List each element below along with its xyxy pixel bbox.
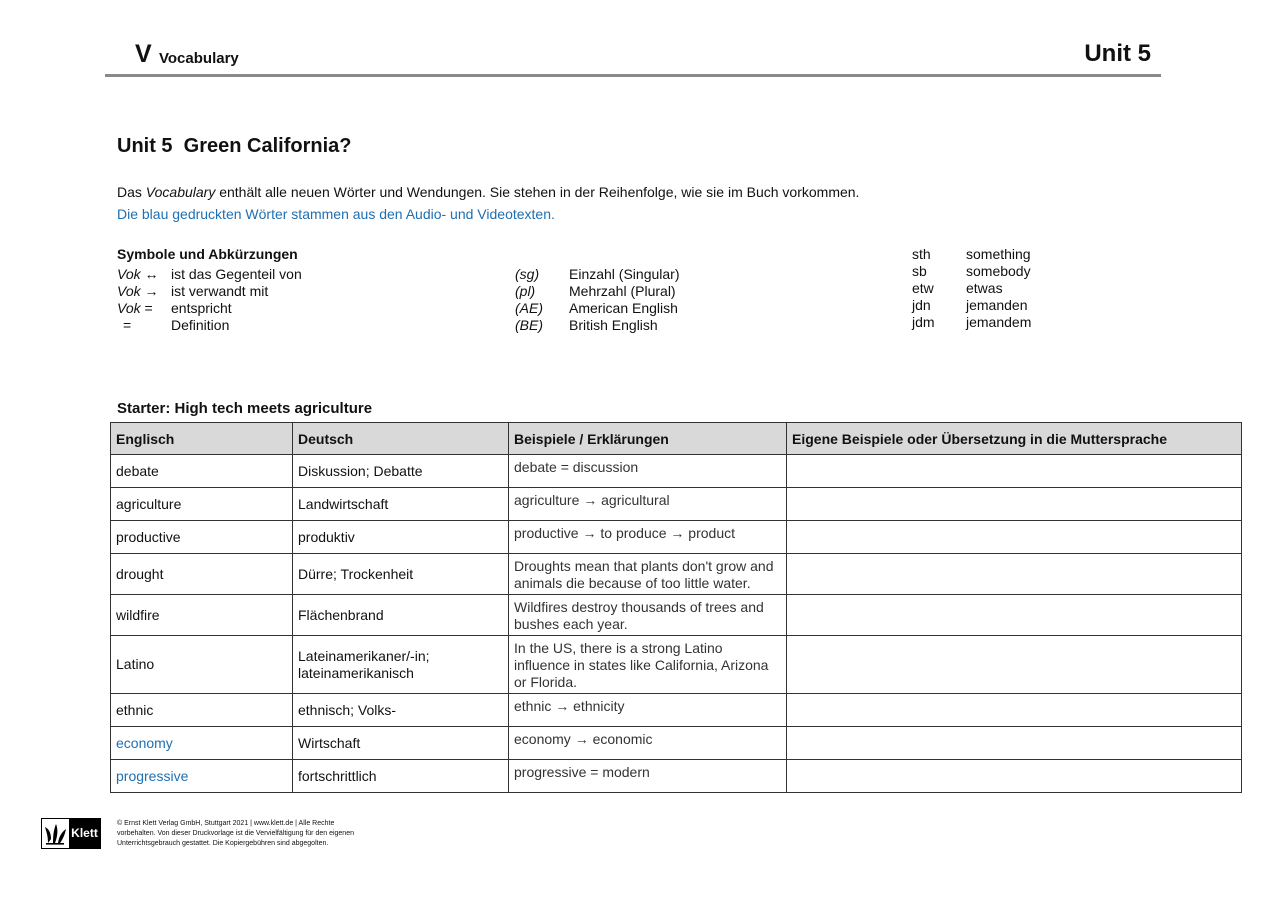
symbols-title: Symbole und Abkürzungen [117,246,298,262]
symbols-col2 [515,266,775,334]
cell-own[interactable] [787,760,1242,793]
symbol-row [117,283,377,300]
symbol-desc: somebody [966,263,1031,279]
symbol-row [515,283,775,300]
symbol-key: jdn [912,297,931,313]
table-row [111,595,1242,636]
cell-example: economy → economic [509,727,787,760]
section-title: Starter: High tech meets agriculture [117,400,373,417]
cell-english: ethnic [111,694,293,727]
cell-german: produktiv [293,521,509,554]
symbol-key: sth [912,246,931,262]
symbol-desc: American English [569,300,678,316]
cell-own[interactable] [787,636,1242,694]
klett-logo [41,818,101,849]
table-row [111,488,1242,521]
symbol-desc: Definition [171,317,230,333]
cell-example: Wildfires destroy thousands of trees and bushes each year. [509,595,787,636]
copyright-line3: Unterrichtsgebrauch gestattet. Die Kopiergebühren sind abgegolten. [117,840,329,847]
copyright-line1: © Ernst Klett Verlag GmbH, Stuttgart 2021 | www.klett.de | Alle Rechte [117,820,335,827]
copyright-text [117,819,397,849]
symbol-key: Vok ↔ [117,266,159,282]
table-row [111,636,1242,694]
table-row [111,727,1242,760]
cell-own[interactable] [787,455,1242,488]
cell-example: debate = discussion [509,455,787,488]
symbol-key: Vok → [117,283,159,299]
cell-german: Diskussion; Debatte [293,455,509,488]
col-header-examples: Beispiele / Erklärungen [509,423,787,455]
intro-part2: enthält alle neuen Wörter und Wendungen. Sie stehen in der Reihenfolge, wie sie im Buch vorkommen. [215,184,860,200]
symbol-key: etw [912,280,934,296]
cell-english: debate [111,455,293,488]
cell-example: Droughts mean that plants don't grow and animals die because of too little water. [509,554,787,595]
cell-example: ethnic → ethnicity [509,694,787,727]
cell-german: Wirtschaft [293,727,509,760]
symbol-row [117,317,377,334]
page-title: Unit 5 Green California? [117,135,352,157]
intro-italic: Vocabulary [145,184,216,200]
header-section: Vocabulary [159,50,239,67]
symbols-col3 [912,246,1112,331]
table-row [111,760,1242,793]
symbols-col1 [117,266,377,334]
cell-own[interactable] [787,694,1242,727]
symbol-desc: British English [569,317,658,333]
symbol-desc: jemandem [966,314,1032,330]
symbol-key: sb [912,263,927,279]
header-letter: V [135,40,152,68]
cell-own[interactable] [787,727,1242,760]
symbol-desc: jemanden [966,297,1028,313]
symbol-row [912,314,1112,331]
cell-own[interactable] [787,488,1242,521]
cell-example: progressive = modern [509,760,787,793]
cell-english: progressive [111,760,293,793]
symbol-row [515,266,775,283]
table-row [111,554,1242,595]
cell-example: In the US, there is a strong Latino influence in states like California, Arizona or Florida. [509,636,787,694]
cell-german: ethnisch; Volks- [293,694,509,727]
symbol-key: jdm [912,314,935,330]
symbol-key: (BE) [515,317,543,333]
table-header-row [111,423,1242,455]
symbol-row [117,266,377,283]
symbol-desc: etwas [966,280,1003,296]
symbol-row [912,280,1112,297]
cell-own[interactable] [787,521,1242,554]
intro-blue-note: Die blau gedruckten Wörter stammen aus den Audio- und Videotexten. [117,206,555,222]
cell-german: Flächenbrand [293,595,509,636]
table-row [111,521,1242,554]
symbol-key: Vok = [117,300,153,316]
symbol-key: = [123,317,132,333]
cell-english: productive [111,521,293,554]
symbol-desc: entspricht [171,300,232,316]
symbol-desc: Mehrzahl (Plural) [569,283,676,299]
table-row [111,694,1242,727]
symbol-desc: ist das Gegenteil von [171,266,302,282]
cell-own[interactable] [787,595,1242,636]
cell-english: wildfire [111,595,293,636]
col-header-english: Englisch [111,423,293,455]
symbol-desc: ist verwandt mit [171,283,269,299]
cell-english: economy [111,727,293,760]
cell-example: agriculture → agricultural [509,488,787,521]
symbol-key: (sg) [515,266,540,282]
cell-german: fortschrittlich [293,760,509,793]
symbol-desc: Einzahl (Singular) [569,266,680,282]
symbol-row [515,300,775,317]
symbol-row [515,317,775,334]
intro-text [117,184,859,200]
klett-leaf-icon [42,819,69,848]
symbol-row [117,300,377,317]
cell-english: drought [111,554,293,595]
intro-part1: Das [117,184,146,200]
symbol-key: (pl) [515,283,536,299]
copyright-line2: vorbehalten. Von dieser Druckvorlage ist die Vervielfältigung für den eigenen [117,830,354,837]
cell-own[interactable] [787,554,1242,595]
symbol-row [912,263,1112,280]
header-unit: Unit 5 [1084,40,1151,67]
col-header-own: Eigene Beispiele oder Übersetzung in die Muttersprache [787,423,1242,455]
symbol-desc: something [966,246,1031,262]
table-row [111,455,1242,488]
cell-example: productive → to produce → product [509,521,787,554]
vocabulary-table [110,422,1242,793]
col-header-german: Deutsch [293,423,509,455]
page-header [105,38,1161,77]
symbol-row [912,246,1112,263]
cell-german: Dürre; Trockenheit [293,554,509,595]
symbol-row [912,297,1112,314]
cell-german: Landwirtschaft [293,488,509,521]
cell-english: agriculture [111,488,293,521]
cell-english: Latino [111,636,293,694]
symbol-key: (AE) [515,300,543,316]
klett-wordmark: Klett [69,819,100,848]
cell-german: Lateinamerikaner/-in; lateinamerikanisch [293,636,509,694]
